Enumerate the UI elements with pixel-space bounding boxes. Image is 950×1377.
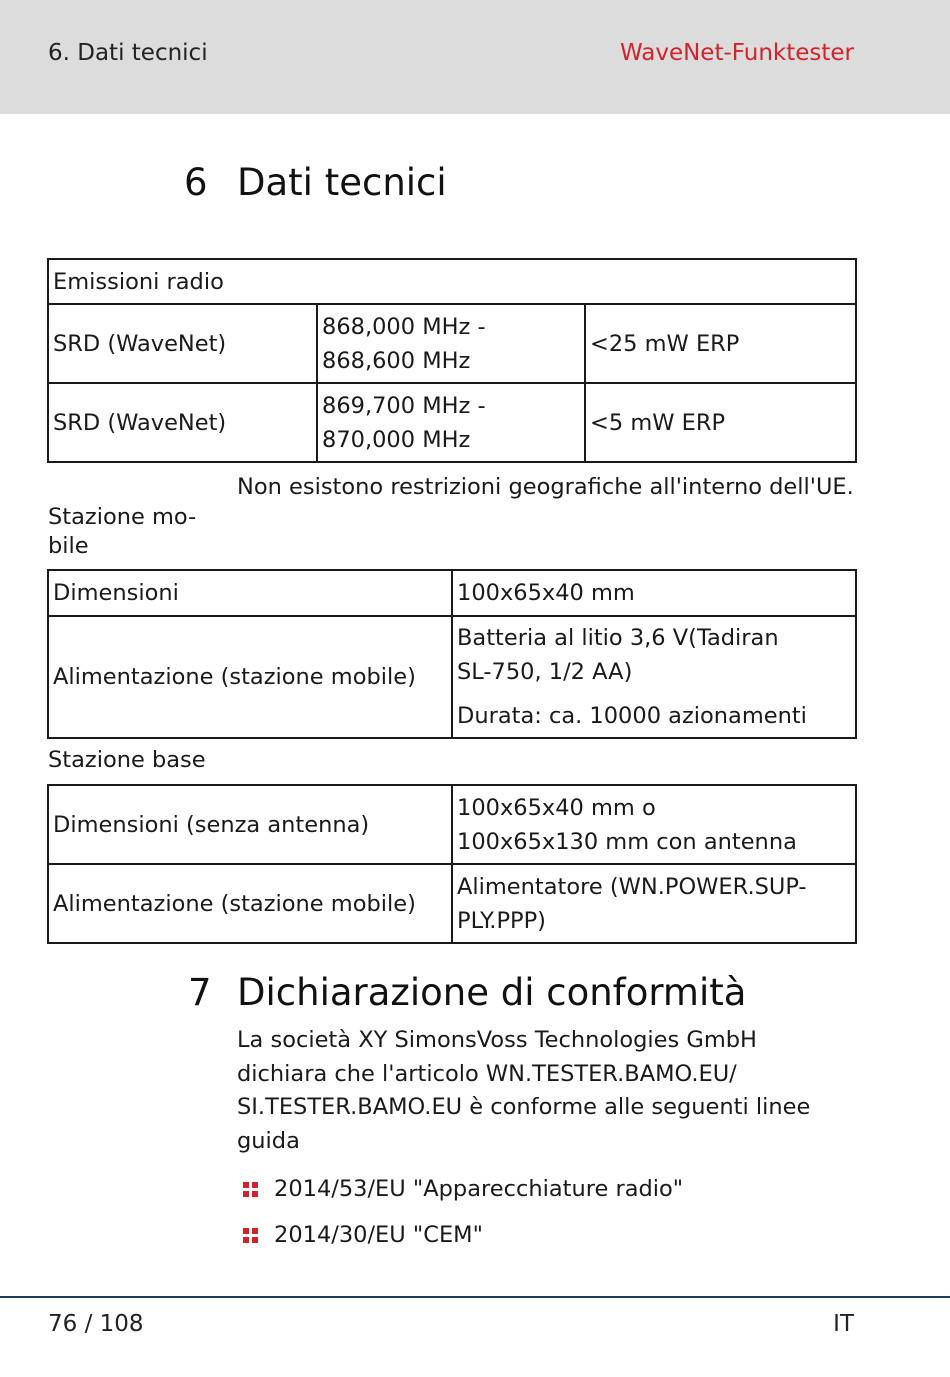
radio-table-title: Emissioni radio — [48, 259, 856, 304]
power-cell: <5 mW ERP — [585, 383, 856, 462]
spec-value-cell — [452, 864, 856, 943]
red-square-bullet-icon — [243, 1228, 259, 1244]
section-7-number: 7 — [188, 971, 212, 1014]
value-line: Alimentatore (WN.POWER.SUP- — [457, 873, 807, 900]
page-header — [0, 0, 950, 114]
frequency-cell — [317, 304, 585, 383]
paragraph-line: dichiara che l'articolo WN.TESTER.BAMO.EU/ — [237, 1060, 737, 1087]
radio-emissions-table — [47, 258, 857, 463]
section-6-title: Dati tecnici — [237, 161, 447, 204]
paragraph-line: La società XY SimonsVoss Technologies GmbH — [237, 1027, 757, 1053]
power-cell: <25 mW ERP — [585, 304, 856, 383]
spec-value-cell — [452, 785, 856, 864]
table-row — [48, 864, 856, 943]
frequency-line: 868,000 MHz - — [322, 313, 486, 340]
section-6-number: 6 — [184, 161, 208, 204]
spec-label-cell: Dimensioni (senza antenna) — [48, 785, 452, 864]
spec-label-cell: Alimentazione (stazione mobile) — [48, 864, 452, 943]
table-row — [48, 570, 856, 616]
table-header-row — [48, 259, 856, 304]
value-block — [457, 621, 851, 689]
red-square-bullet-icon — [243, 1182, 259, 1198]
spec-value-cell — [452, 616, 856, 738]
conformity-paragraph — [237, 1024, 837, 1158]
value-line: 100x65x40 mm o — [457, 794, 656, 821]
mobile-station-label-line: bile — [48, 533, 89, 559]
band-cell: SRD (WaveNet) — [48, 304, 317, 383]
frequency-line: 868,600 MHz — [322, 347, 471, 374]
paragraph-line: SI.TESTER.BAMO.EU è conforme alle seguenti linee — [237, 1094, 811, 1120]
base-station-table — [47, 784, 857, 944]
frequency-line: 869,700 MHz - — [322, 392, 486, 419]
mobile-station-table — [47, 569, 857, 739]
directive-text: 2014/30/EU "CEM" — [274, 1222, 483, 1248]
spec-label-cell: Alimentazione (stazione mobile) — [48, 616, 452, 738]
spec-value-cell: 100x65x40 mm — [452, 570, 856, 616]
frequency-line: 870,000 MHz — [322, 426, 471, 453]
page-number: 76 / 108 — [48, 1311, 144, 1337]
section-7-title: Dichiarazione di conformità — [237, 971, 747, 1014]
geo-restriction-note: Non esistono restrizioni geografiche all'interno dell'UE. — [237, 474, 854, 500]
mobile-station-label-line: Stazione mo- — [48, 504, 197, 530]
table-row — [48, 304, 856, 383]
mobile-station-label — [48, 503, 196, 561]
value-line: Durata: ca. 10000 azionamenti — [457, 703, 807, 729]
spec-label-cell: Dimensioni — [48, 570, 452, 616]
header-product: WaveNet-Funktester — [619, 40, 854, 66]
band-cell: SRD (WaveNet) — [48, 383, 317, 462]
footer-divider — [0, 1296, 950, 1298]
value-line: PLY.PPP) — [457, 907, 546, 934]
value-line: 100x65x130 mm con antenna — [457, 828, 797, 855]
table-row — [48, 785, 856, 864]
table-row — [48, 383, 856, 462]
language-code: IT — [833, 1311, 854, 1337]
table-row — [48, 616, 856, 738]
paragraph-line: guida — [237, 1127, 300, 1154]
frequency-cell — [317, 383, 585, 462]
value-line: Batteria al litio 3,6 V(Tadiran — [457, 625, 779, 651]
value-line: SL-750, 1/2 AA) — [457, 659, 633, 685]
directive-text: 2014/53/EU "Apparecchiature radio" — [274, 1176, 684, 1202]
base-station-label: Stazione base — [48, 747, 206, 773]
header-chapter: 6. Dati tecnici — [48, 40, 208, 66]
